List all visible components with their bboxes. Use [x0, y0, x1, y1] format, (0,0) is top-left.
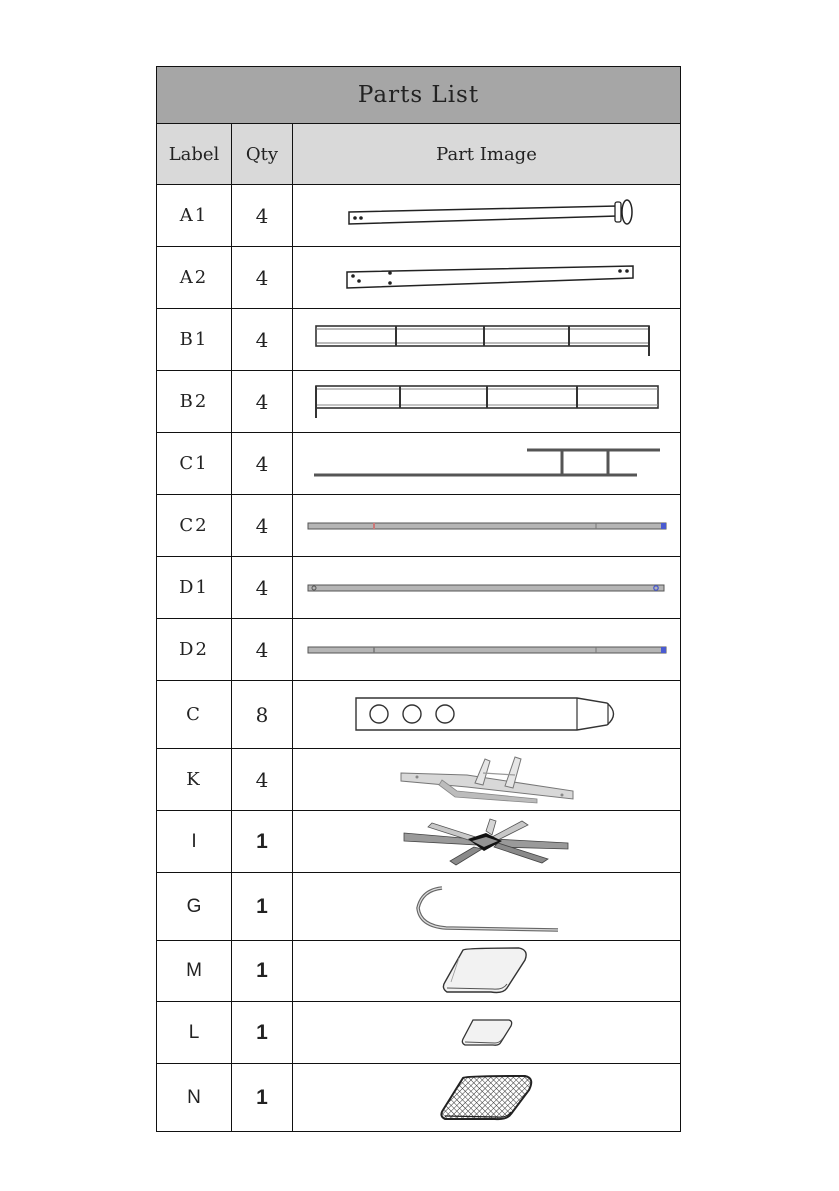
hub-star-icon — [402, 817, 572, 867]
part-qty: 8 — [232, 681, 293, 749]
part-image — [293, 495, 681, 557]
table-row — [157, 433, 681, 495]
header-part-image: Part Image — [293, 124, 681, 185]
table-row — [157, 1064, 681, 1132]
part-qty: 4 — [232, 495, 293, 557]
cushion-small-icon — [459, 1017, 515, 1049]
header-label: Label — [157, 124, 232, 185]
part-qty: 4 — [232, 309, 293, 371]
table-row — [157, 681, 681, 749]
part-image — [293, 749, 681, 811]
table-row — [157, 749, 681, 811]
table-title-row — [157, 67, 681, 124]
table-row — [157, 495, 681, 557]
table-row — [157, 557, 681, 619]
part-label: C2 — [157, 495, 232, 557]
table-row — [157, 247, 681, 309]
part-label: C — [157, 681, 232, 749]
part-label: B2 — [157, 371, 232, 433]
part-qty: 4 — [232, 371, 293, 433]
stepped-rail-icon — [312, 444, 662, 484]
part-qty: 1 — [232, 941, 293, 1002]
rod-icon — [306, 640, 668, 660]
part-image — [293, 371, 681, 433]
part-qty: 1 — [232, 873, 293, 941]
part-image — [293, 811, 681, 873]
table-row — [157, 185, 681, 247]
part-label: A2 — [157, 247, 232, 309]
table-row — [157, 1002, 681, 1064]
part-image — [293, 247, 681, 309]
rod-icon — [306, 578, 668, 598]
part-label: L — [157, 1002, 232, 1064]
mesh-panel-icon — [437, 1074, 537, 1122]
table-row — [157, 941, 681, 1002]
part-qty: 1 — [232, 811, 293, 873]
rail-frame-icon — [314, 320, 659, 360]
part-label: M — [157, 941, 232, 1002]
part-image — [293, 1064, 681, 1132]
header-qty: Qty — [232, 124, 293, 185]
table-header-row — [157, 124, 681, 185]
table-title: Parts List — [157, 67, 681, 124]
parts-list-table — [156, 66, 681, 1132]
tube-with-flange-icon — [337, 198, 637, 234]
part-qty: 4 — [232, 433, 293, 495]
part-image — [293, 1002, 681, 1064]
part-label: D1 — [157, 557, 232, 619]
table-row — [157, 811, 681, 873]
part-label: A1 — [157, 185, 232, 247]
table-row — [157, 873, 681, 941]
part-qty: 4 — [232, 247, 293, 309]
bracket-icon — [397, 753, 577, 807]
part-qty: 4 — [232, 557, 293, 619]
part-qty: 1 — [232, 1064, 293, 1132]
part-image — [293, 433, 681, 495]
flat-bar-with-holes-icon — [337, 260, 637, 296]
rod-icon — [306, 516, 668, 536]
part-image — [293, 681, 681, 749]
part-qty: 4 — [232, 619, 293, 681]
part-label: K — [157, 749, 232, 811]
part-qty: 1 — [232, 1002, 293, 1064]
part-label: B1 — [157, 309, 232, 371]
part-label: D2 — [157, 619, 232, 681]
part-label: G — [157, 873, 232, 941]
part-qty: 4 — [232, 185, 293, 247]
connector-sleeve-icon — [352, 695, 622, 735]
part-image — [293, 941, 681, 1002]
part-image — [293, 185, 681, 247]
part-image — [293, 619, 681, 681]
part-image — [293, 557, 681, 619]
part-label: N — [157, 1064, 232, 1132]
part-qty: 4 — [232, 749, 293, 811]
table-row — [157, 619, 681, 681]
part-image — [293, 873, 681, 941]
part-image — [293, 309, 681, 371]
hook-icon — [412, 882, 562, 932]
part-label: I — [157, 811, 232, 873]
table-row — [157, 309, 681, 371]
table-row — [157, 371, 681, 433]
cushion-large-icon — [439, 946, 535, 996]
part-label: C1 — [157, 433, 232, 495]
rail-frame-icon — [312, 382, 662, 422]
